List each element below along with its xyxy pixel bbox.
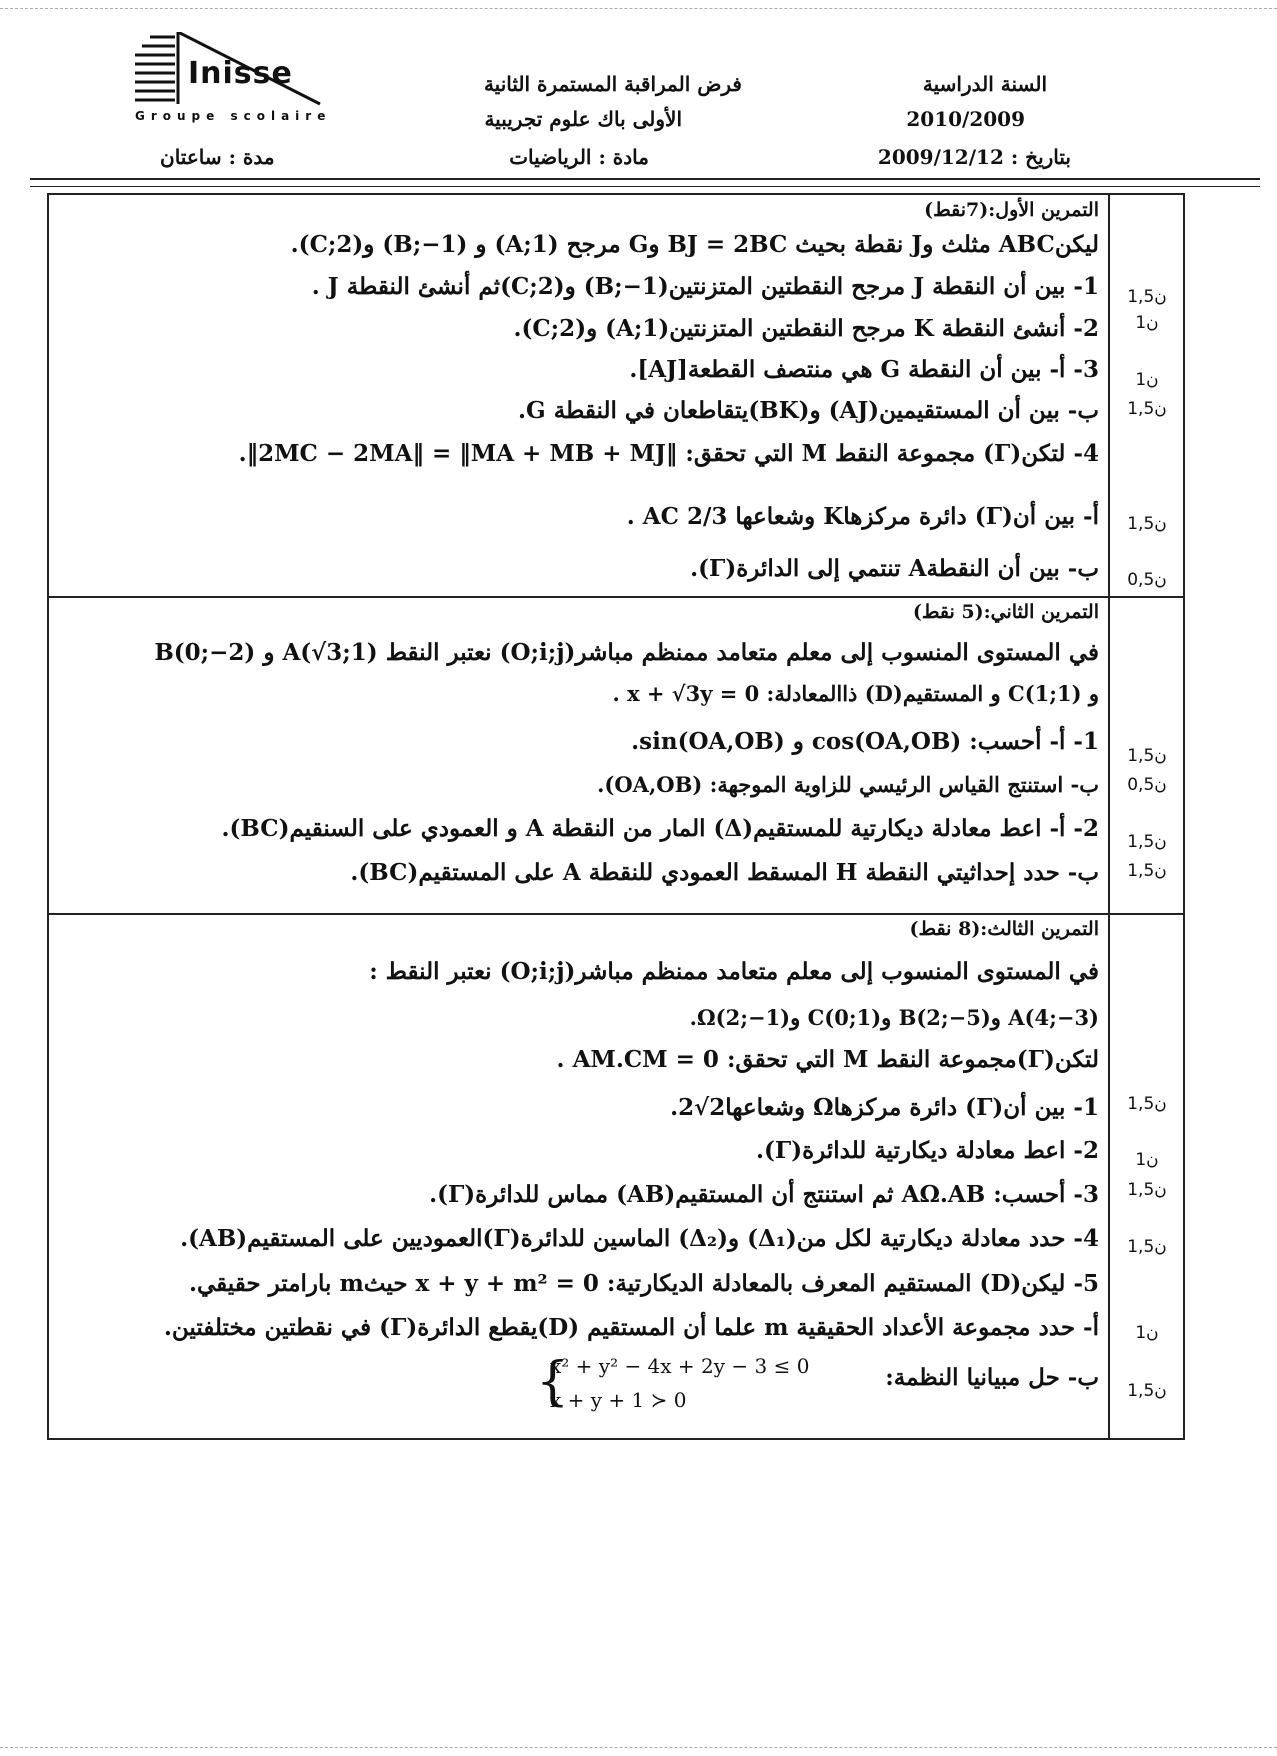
exercise-1-line: 1- بين أن النقطة J مرجح النقطتين المتزنتين(B;−1) و(C;2)ثم أنشئ النقطة J . [311,273,1099,300]
points-mark: 0,5ن [1127,775,1167,795]
exam-date: بتاريخ : 2009/12/12 [877,145,1071,169]
exercise-3-line: A(4;−3) وB(2;−5) وC(0;1) وΩ(2;−1). [689,1005,1099,1030]
points-mark: 1,5ن [1127,1381,1167,1401]
system-inequality-2: x + y + 1 ≻ 0 [550,1388,687,1412]
top-scan-edge [0,8,1277,9]
exercise-2-line: في المستوى المنسوب إلى معلم متعامد ممنظم مباشر(O;i;j) نعتبر النقط A(√3;1) و B(0;−2) [154,639,1099,666]
logo-subtitle: Groupe scolaire [135,109,332,123]
exam-title: فرض المراقبة المستمرة الثانية [483,72,742,96]
exercise-2-line: ب- حدد إحداثيتي النقطة H المسقط العمودي للنقطة A على المستقيم(BC). [350,859,1099,886]
exercise-3-line: أ- حدد مجموعة الأعداد الحقيقية m علما أن المستقيم (D)يقطع الدائرة(Γ) في نقطتين مختلفتين. [163,1314,1099,1341]
exercise-2-title: التمرين الثاني:(5 نقط) [912,601,1099,623]
exercise-3-line: 3- أحسب: AΩ.AB ثم استنتج أن المستقيم(AB) مماس للدائرة(Γ). [429,1181,1099,1208]
points-mark: 1ن [1135,1323,1159,1343]
inequality-system [536,1352,810,1412]
exercise-1-line: 4- لتكن(Γ) مجموعة النقط M التي تحقق: ‖2MC − 2MA‖ = ‖MA + MB + MJ‖. [238,440,1099,467]
points-mark: 1,5ن [1127,514,1167,534]
exercise-divider-1 [47,596,1185,598]
points-mark: 1ن [1135,313,1159,333]
exercise-1-title: التمرين الأول:(7نقط) [924,199,1099,221]
system-brace: { [536,1352,570,1412]
exercise-3-line: 2- اعط معادلة ديكارتية للدائرة(Γ). [755,1137,1099,1164]
exercise-2-line: 2- أ- اعط معادلة ديكارتية للمستقيم(Δ) المار من النقطة A و العمودي على السنقيم(BC). [221,815,1099,842]
exercise-3-line: 4- حدد معادلة ديكارتية لكل من(Δ₁) و(Δ₂) الماسين للدائرة(Γ)العموديين على المستقيم(AB). [180,1225,1099,1252]
points-mark: 1,5ن [1127,1094,1167,1114]
bottom-scan-edge [0,1747,1277,1748]
exercise-1-line: أ- بين أن(Γ) دائرة مركزهاK وشعاعها 2/3 AC . [626,503,1099,530]
exercise-1-line: 3- أ- بين أن النقطة G هي منتصف القطعة[AJ]. [629,356,1099,383]
exercise-1-line: 2- أنشئ النقطة K مرجح النقطتين المتزنتين(A;1) و(C;2). [513,315,1099,342]
header-rule-1 [30,178,1260,180]
exam-level: الأولى باك علوم تجريبية [484,107,682,131]
points-mark: 1,5ن [1127,1180,1167,1200]
exam-duration: مدة : ساعتان [160,145,275,169]
points-mark: 1,5ن [1127,399,1167,419]
system-inequality-1: x² + y² − 4x + 2y − 3 ≤ 0 [550,1354,810,1378]
logo-word: Inisse [188,56,293,91]
school-year-label: السنة الدراسية [922,72,1047,96]
points-mark: 1,5ن [1127,1237,1167,1257]
exercise-2-line: و C(1;1) و المستقيم(D) ذاالمعادلة: x + √3y = 0 . [612,681,1099,706]
points-mark: 1,5ن [1127,832,1167,852]
points-mark: 1ن [1135,370,1159,390]
points-column-separator [1108,193,1110,1440]
points-mark: 1ن [1135,1150,1159,1170]
exercise-1-line: ب- بين أن المستقيمين(AJ) و(BK)يتقاطعان في النقطة G. [518,397,1099,424]
points-mark: 1,5ن [1127,746,1167,766]
exercise-2-line: ب- استنتج القياس الرئيسي للزاوية الموجهة: (OA,OB). [597,772,1099,797]
points-mark: 0,5ن [1127,570,1167,590]
points-mark: 1,5ن [1127,287,1167,307]
exercise-divider-2 [47,913,1185,915]
header-rule-2 [30,186,1260,187]
exercise-3-line: لتكن(Γ)مجموعة النقط M التي تحقق: AM.CM = 0 . [556,1046,1099,1073]
exam-subject: مادة : الرياضيات [509,145,649,169]
exercise-3-line: ب- حل مبيانيا النظمة: [885,1364,1099,1391]
exercise-3-line: في المستوى المنسوب إلى معلم متعامد ممنظم مباشر(O;i;j) نعتبر النقط : [369,958,1099,985]
exercise-3-line: 1- بين أن(Γ) دائرة مركزهاΩ وشعاعها2√2. [670,1094,1099,1121]
exercise-3-title: التمرين الثالث:(8 نقط) [909,918,1099,940]
exercise-2-line: 1- أ- أحسب: cos(OA,OB) و sin(OA,OB). [631,728,1099,755]
school-year: 2010/2009 [906,107,1025,131]
exercise-3-line: 5- ليكن(D) المستقيم المعرف بالمعادلة الديكارتية: x + y + m² = 0 حيثm بارامتر حقيقي. [188,1270,1099,1297]
exercise-1-line: ليكنABC مثلث وJ نقطة بحيث BJ = 2BC وG مرجح (A;1) و (B;−1) و(C;2). [290,231,1099,258]
points-mark: 1,5ن [1127,861,1167,881]
exercise-1-line: ب- بين أن النقطةA تنتمي إلى الدائرة(Γ). [690,555,1099,582]
